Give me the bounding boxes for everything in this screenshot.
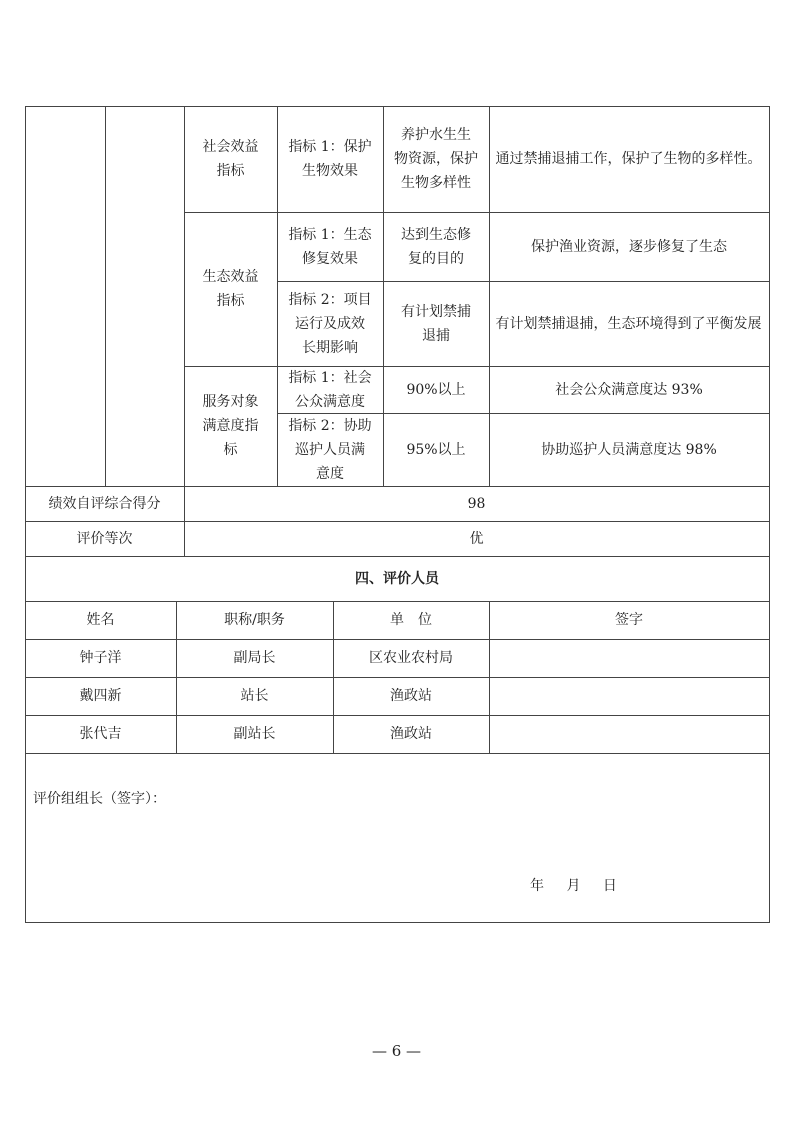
- evaluator-unit: 区农业农村局: [333, 639, 490, 678]
- indicator-cell: 指标 1：生态 修复效果: [277, 212, 384, 282]
- grade-value: 优: [184, 521, 770, 557]
- evaluator-title: 站长: [176, 677, 334, 716]
- evaluator-signature: [489, 639, 770, 678]
- indicator-cell: 指标 1：社会 公众满意度: [277, 366, 384, 414]
- score-value: 98: [184, 486, 770, 522]
- evaluator-name: 钟子洋: [25, 639, 177, 678]
- evaluator-name: 张代吉: [25, 715, 177, 754]
- header-unit: 单 位: [333, 601, 490, 640]
- empty-cell-col2: [105, 106, 185, 487]
- category-ecology: 生态效益 指标: [184, 212, 278, 367]
- indicator-cell: 指标 2：项目 运行及成效 长期影响: [277, 281, 384, 367]
- evaluator-name: 戴四新: [25, 677, 177, 716]
- indicator-cell: 指标 1：保护 生物效果: [277, 106, 384, 213]
- target-cell: 达到生态修 复的目的: [383, 212, 490, 282]
- date-label: 年 月 日: [530, 878, 617, 894]
- header-title: 职称/职务: [176, 601, 334, 640]
- grade-label: 评价等次: [25, 521, 185, 557]
- indicator-cell: 指标 2：协助 巡护人员满 意度: [277, 413, 384, 487]
- leader-signature-label: 评价组组长（签字）：: [33, 791, 166, 807]
- evaluator-signature: [489, 677, 770, 716]
- target-cell: 有计划禁捕 退捕: [383, 281, 490, 367]
- evaluator-title: 副局长: [176, 639, 334, 678]
- page-number: — 6 —: [371, 1042, 422, 1060]
- evaluator-unit: 渔政站: [333, 715, 490, 754]
- result-cell: 通过禁捕退捕工作，保护了生物的多样性。: [489, 106, 770, 213]
- empty-cell-col1: [25, 106, 106, 487]
- evaluator-title: 副站长: [176, 715, 334, 754]
- result-cell: 协助巡护人员满意度达 98%: [489, 413, 770, 487]
- score-label: 绩效自评综合得分: [25, 486, 185, 522]
- section-title: 四、评价人员: [25, 556, 770, 602]
- result-cell: 有计划禁捕退捕，生态环境得到了平衡发展: [489, 281, 770, 367]
- result-cell: 保护渔业资源，逐步修复了生态: [489, 212, 770, 282]
- category-social: 社会效益 指标: [184, 106, 278, 213]
- category-satisfaction: 服务对象 满意度指 标: [184, 366, 278, 487]
- evaluator-unit: 渔政站: [333, 677, 490, 716]
- evaluator-signature: [489, 715, 770, 754]
- target-cell: 95%以上: [383, 413, 490, 487]
- target-cell: 养护水生生 物资源，保护 生物多样性: [383, 106, 490, 213]
- header-signature: 签字: [489, 601, 770, 640]
- target-cell: 90%以上: [383, 366, 490, 414]
- leader-signature-box: [25, 753, 770, 923]
- header-name: 姓名: [25, 601, 177, 640]
- result-cell: 社会公众满意度达 93%: [489, 366, 770, 414]
